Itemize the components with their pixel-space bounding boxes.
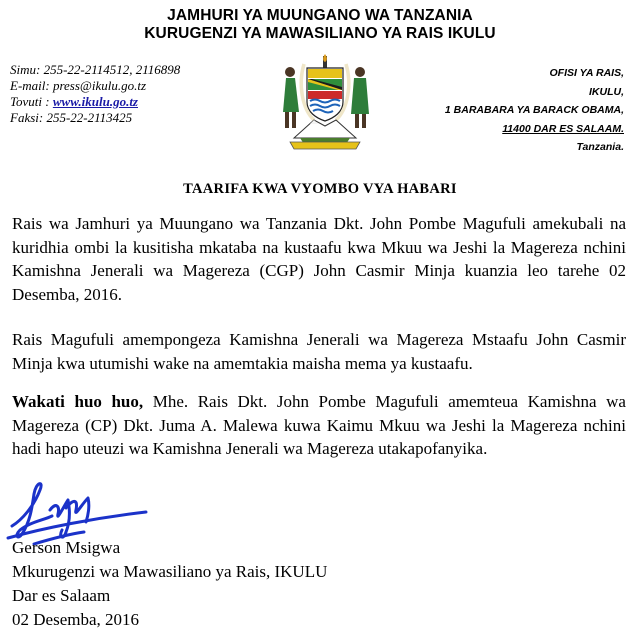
address-office: OFISI YA RAIS, (549, 67, 624, 79)
press-release-heading: TAARIFA KWA VYOMBO VYA HABARI (183, 181, 457, 197)
signatory-name: Gerson Msigwa (12, 538, 121, 557)
contact-fax: Faksi: 255-22-2113425 (10, 110, 133, 125)
website-link[interactable]: www.ikulu.go.tz (52, 94, 138, 109)
address-postal: 11400 DAR ES SALAAM. (502, 122, 624, 135)
contact-block (10, 62, 180, 126)
body-paragraph-1: Rais wa Jamhuri ya Muungano wa Tanzania Dkt. John Pombe Magufuli amekubali na kuridhia ombi la kusitisha mkataba na kustaafu kwa Mkuu wa Jeshi la Magereza nchini Kamishna Jenerali wa Magereza (CGP) John Casmir Minja kuanzia leo tarehe 02 Desemba, 2016. (12, 214, 626, 304)
body-paragraph-3-lead: Wakati huo huo, (12, 392, 144, 411)
signatory-title: Mkurugenzi wa Mawasiliano ya Rais, IKULU (12, 562, 328, 581)
address-block (445, 64, 624, 157)
contact-website-label: Tovuti : (10, 94, 53, 109)
contact-phone: Simu: 255-22-2114512, 2116898 (10, 62, 181, 77)
contact-email: E-mail: press@ikulu.go.tz (10, 78, 147, 93)
header-directorate-title: KURUGENZI YA MAWASILIANO YA RAIS IKULU (144, 25, 496, 42)
contact-website (10, 94, 180, 110)
header-country-title: JAMHURI YA MUUNGANO WA TANZANIA (167, 7, 473, 24)
body-paragraph-3-text: Mhe. Rais Dkt. John Pombe Magufuli amemteua Kamishna wa Magereza (CP) Dkt. Juma A. Malewa kuwa Kaimu Mkuu wa Jeshi la Magereza nchini hadi hapo uteuzi wa Kamishna Jenerali wa Magereza utakapofanyika. (12, 392, 626, 458)
address-ikulu: IKULU, (589, 85, 624, 98)
address-street: 1 BARABARA YA BARACK OBAMA, (444, 104, 624, 116)
address-country: Tanzania. (576, 141, 624, 153)
body-paragraph-2: Rais Magufuli amempongeza Kamishna Jenerali wa Magereza Mstaafu John Casmir Minja kwa utumishi wake na amemtakia maisha mema ya kustaafu. (12, 330, 626, 373)
signoff-place: Dar es Salaam (12, 586, 111, 605)
signoff-date: 02 Desemba, 2016 (12, 610, 140, 629)
tanzania-coat-of-arms-icon (280, 54, 370, 150)
body-paragraph-3 (12, 390, 626, 461)
